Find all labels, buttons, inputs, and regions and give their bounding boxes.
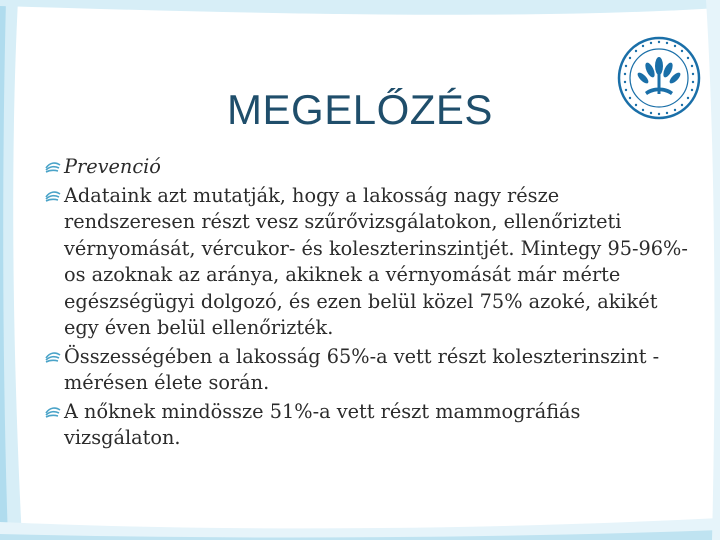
bullet-list [44,154,694,454]
bullet-item-osszessegeben [44,344,694,397]
bullet-text: Összességében a lakosság 65%-a vett részt koleszterinszint -mérésen élete során. [64,344,660,394]
bullet-text: A nőknek mindössze 51%-a vett részt mammográfiás vizsgálaton. [64,399,581,449]
bullet-icon [44,406,62,420]
slide-title: MEGELŐZÉS [227,86,493,133]
bullet-icon [44,351,62,365]
bullet-item-prevencio [44,154,694,181]
bullet-text: Adataink azt mutatják, hogy a lakosság nagy része rendszeresen részt vesz szűrővizsgálatokon, ellenőrizteti vérnyomását, vércukor- és koleszterinszintjét. Mintegy 95-96%-os azoknak az aránya, akiknek a vérnyomását már mérte egészségügyi dolgozó, és ezen belül közel 75% azoké, akikét egy éven belül ellenőrizték. [64,183,688,339]
bullet-item-noknek [44,399,694,452]
bullet-item-adataink [44,183,694,342]
bullet-icon [44,161,62,175]
bullet-icon [44,190,62,204]
bullet-text: Prevenció [64,155,161,178]
